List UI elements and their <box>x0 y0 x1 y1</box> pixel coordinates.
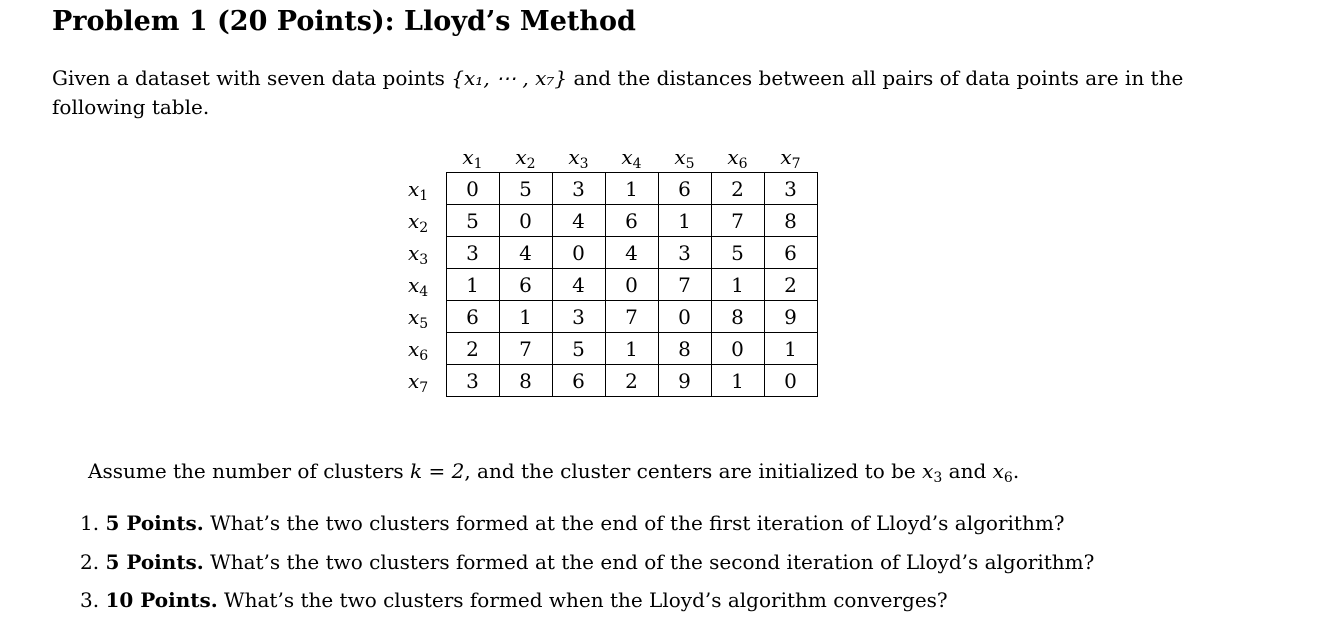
column-header-x7: $x_7$ <box>780 145 801 173</box>
table-corner <box>394 142 446 173</box>
table-cell: 7 <box>605 301 658 333</box>
row-header-x5: $x_5$ <box>408 304 429 332</box>
question-number: 2. <box>80 549 106 574</box>
table-cell: 3 <box>658 237 711 269</box>
intro-paragraph <box>52 64 1242 122</box>
question-text: What’s the two clusters formed at the end of the second iteration of Lloyd’s algorithm? <box>203 549 1095 574</box>
center-a: $x_3$ <box>922 459 943 487</box>
table-cell: 8 <box>711 301 764 333</box>
table-cell: 5 <box>499 173 552 205</box>
table-cell: 0 <box>658 301 711 333</box>
k-expression: k = 2 <box>410 459 465 483</box>
table-cell: 1 <box>711 269 764 301</box>
table-row <box>394 301 817 333</box>
table-cell: 8 <box>499 365 552 397</box>
table-cell: 2 <box>711 173 764 205</box>
row-header-x2: $x_2$ <box>408 208 429 236</box>
table-header-row <box>394 142 817 173</box>
question-item <box>80 547 1094 586</box>
table-row <box>394 173 817 205</box>
intro-set-notation: {x₁, ⋯ , x₇} <box>451 66 568 90</box>
question-list <box>80 508 1094 624</box>
row-header-x3: $x_3$ <box>408 240 429 268</box>
column-header-x3: $x_3$ <box>568 145 589 173</box>
table-cell: 6 <box>499 269 552 301</box>
table-row <box>394 365 817 397</box>
assumption-text-before: Assume the number of clusters <box>88 459 411 483</box>
row-header-x7: $x_7$ <box>408 368 429 396</box>
question-points: 5 Points. <box>105 511 204 535</box>
question-item <box>80 585 1094 624</box>
distance-table <box>394 142 818 397</box>
table-cell: 0 <box>446 173 499 205</box>
table-cell: 7 <box>658 269 711 301</box>
table-cell: 6 <box>658 173 711 205</box>
table-cell: 9 <box>764 301 817 333</box>
table-cell: 9 <box>658 365 711 397</box>
row-header-x1: $x_1$ <box>408 176 429 204</box>
question-text: What’s the two clusters formed when the Lloyd’s algorithm converges? <box>217 588 948 612</box>
table-cell: 2 <box>605 365 658 397</box>
column-header-x5: $x_5$ <box>674 145 695 173</box>
column-header-x2: $x_2$ <box>515 145 536 173</box>
table-cell: 3 <box>552 301 605 333</box>
table-cell: 4 <box>605 237 658 269</box>
table-cell: 0 <box>499 205 552 237</box>
row-header-x4: $x_4$ <box>408 272 429 300</box>
table-cell: 6 <box>446 301 499 333</box>
table-cell: 3 <box>446 365 499 397</box>
table-cell: 7 <box>499 333 552 365</box>
assumption-sentence <box>88 457 1019 486</box>
question-number: 1. <box>80 511 106 535</box>
problem-title: Problem 1 (20 Points): Lloyd’s Method <box>52 6 636 37</box>
table-cell: 3 <box>552 173 605 205</box>
assumption-text-middle: , and the cluster centers are initialized to be <box>464 459 923 483</box>
table-cell: 8 <box>658 333 711 365</box>
table-cell: 6 <box>552 365 605 397</box>
table-cell: 0 <box>552 237 605 269</box>
question-number: 3. <box>80 588 106 612</box>
table-cell: 8 <box>764 205 817 237</box>
table-cell: 4 <box>552 269 605 301</box>
column-header-x6: $x_6$ <box>727 145 748 173</box>
intro-text-before: Given a dataset with seven data points <box>52 66 452 90</box>
table-row <box>394 205 817 237</box>
center-b: $x_6$ <box>992 459 1013 487</box>
table-cell: 2 <box>446 333 499 365</box>
table-row <box>394 237 817 269</box>
table-cell: 1 <box>658 205 711 237</box>
table-cell: 2 <box>764 269 817 301</box>
table-cell: 1 <box>605 173 658 205</box>
table-cell: 6 <box>764 237 817 269</box>
table-row <box>394 333 817 365</box>
assumption-conjunction: and <box>942 459 993 483</box>
table-cell: 1 <box>711 365 764 397</box>
table-cell: 6 <box>605 205 658 237</box>
table-cell: 0 <box>764 365 817 397</box>
intro-text-after: and the distances between all pairs of data points are in the following table. <box>52 66 1184 119</box>
column-header-x1: $x_1$ <box>462 145 483 173</box>
table-cell: 5 <box>446 205 499 237</box>
question-text: What’s the two clusters formed at the end of the first iteration of Lloyd’s algorithm? <box>203 511 1065 535</box>
assumption-end: . <box>1012 459 1020 483</box>
row-header-x6: $x_6$ <box>408 336 429 364</box>
table-cell: 1 <box>605 333 658 365</box>
question-points: 5 Points. <box>105 549 204 574</box>
table-cell: 5 <box>711 237 764 269</box>
question-points: 10 Points. <box>105 588 218 612</box>
table-cell: 0 <box>605 269 658 301</box>
table-cell: 4 <box>499 237 552 269</box>
table-cell: 1 <box>499 301 552 333</box>
table-cell: 1 <box>764 333 817 365</box>
table-cell: 3 <box>446 237 499 269</box>
table-cell: 7 <box>711 205 764 237</box>
table-cell: 3 <box>764 173 817 205</box>
table-cell: 4 <box>552 205 605 237</box>
table-cell: 5 <box>552 333 605 365</box>
question-item <box>80 508 1094 547</box>
table-row <box>394 269 817 301</box>
table-cell: 1 <box>446 269 499 301</box>
column-header-x4: $x_4$ <box>621 145 642 173</box>
table-cell: 0 <box>711 333 764 365</box>
